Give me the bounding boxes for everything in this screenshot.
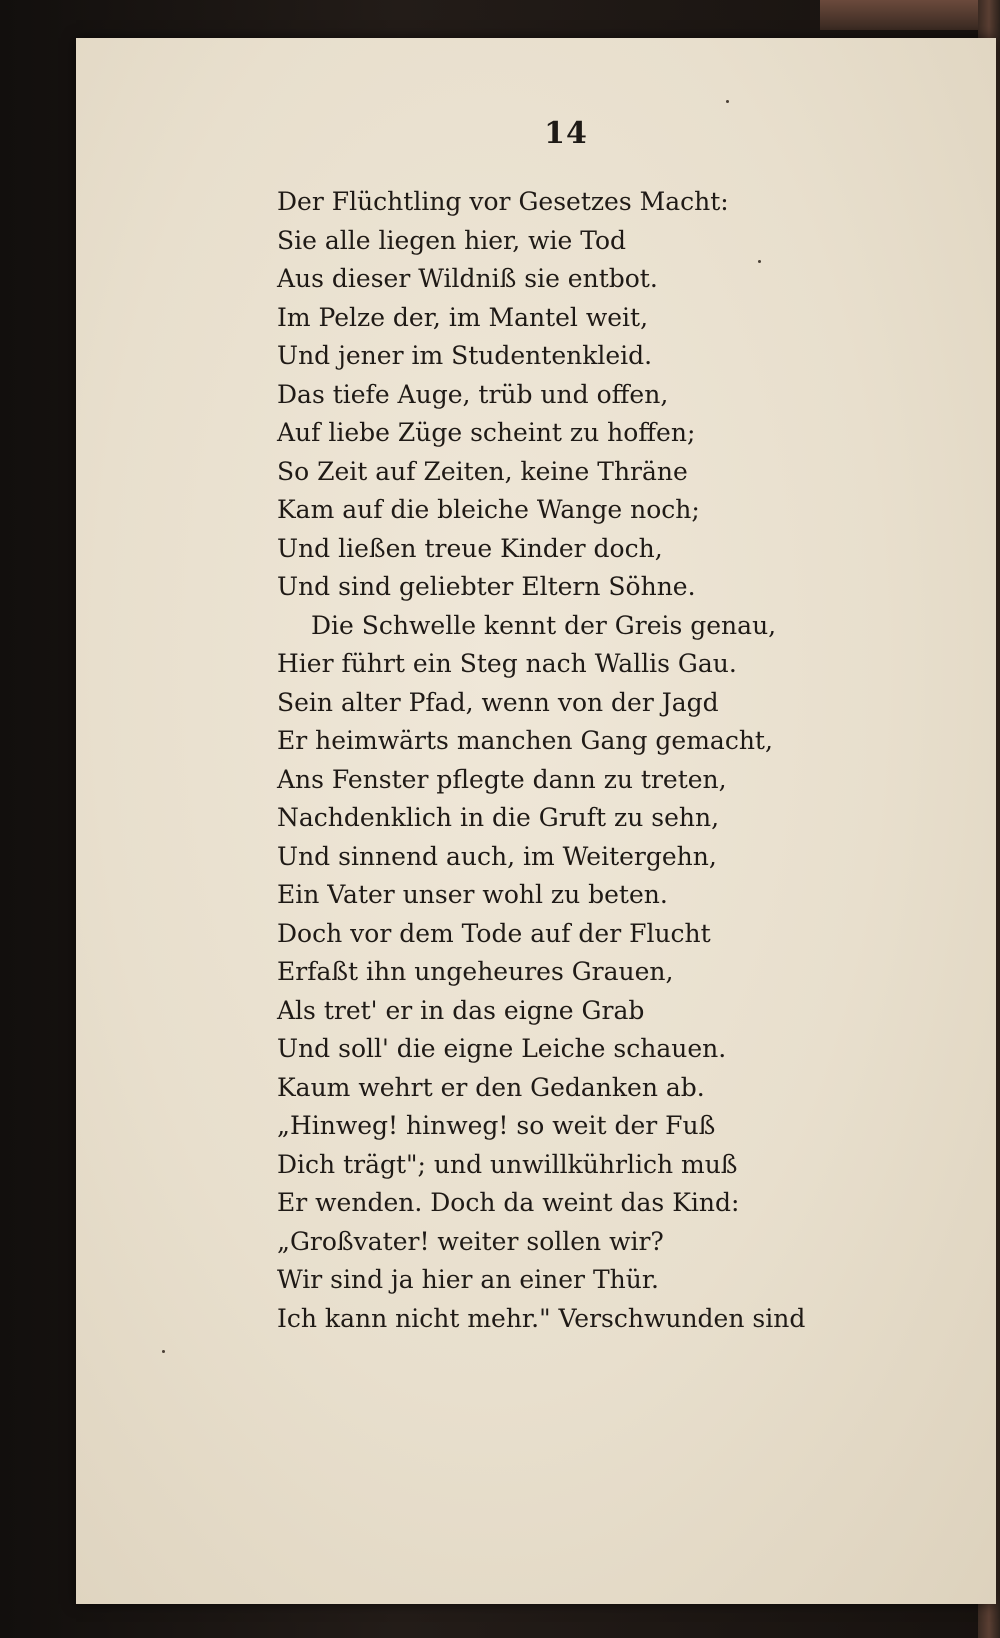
poem-line: Kaum wehrt er den Gedanken ab. xyxy=(277,1072,705,1102)
poem-line: Sein alter Pfad, wenn von der Jagd xyxy=(277,687,719,717)
book-cover-edge-top xyxy=(820,0,1000,30)
poem-line: Und ließen treue Kinder doch, xyxy=(277,533,663,563)
poem-line: Sie alle liegen hier, wie Tod xyxy=(277,225,627,255)
poem-line: Er heimwärts manchen Gang gemacht, xyxy=(277,726,773,755)
poem-line: Ans Fenster pflegte dann zu treten, xyxy=(277,764,727,794)
poem-line: Und jener im Studentenkleid. xyxy=(277,341,653,370)
poem-line: Der Flüchtling vor Gesetzes Macht: xyxy=(277,187,729,216)
poem-line: Auf liebe Züge scheint zu hoffen; xyxy=(277,418,696,447)
poem-line: Und soll' die eigne Leiche schauen. xyxy=(277,1034,727,1063)
poem-line: Das tiefe Auge, trüb und offen, xyxy=(277,379,669,409)
poem-line: Als tret' er in das eigne Grab xyxy=(277,995,645,1025)
poem-line: Die Schwelle kennt der Greis genau, xyxy=(311,610,777,640)
poem-line: Hier führt ein Steg nach Wallis Gau. xyxy=(277,649,737,678)
poem-line: Dich trägt"; und unwillkührlich muß xyxy=(277,1149,738,1179)
poem-line: Nachdenklich in die Gruft zu sehn, xyxy=(277,803,720,832)
poem-line: „Großvater! weiter sollen wir? xyxy=(277,1226,664,1256)
poem-line: Im Pelze der, im Mantel weit, xyxy=(277,302,649,332)
poem-line: Ein Vater unser wohl zu beten. xyxy=(277,880,668,909)
poem-text xyxy=(277,183,837,1338)
poem-line: Kam auf die bleiche Wange noch; xyxy=(277,495,700,524)
poem-line: Ich kann nicht mehr." Verschwunden sind xyxy=(277,1303,806,1333)
poem-line: Aus dieser Wildniß sie entbot. xyxy=(277,264,658,293)
page-number: 14 xyxy=(544,116,588,151)
poem-line: Doch vor dem Tode auf der Flucht xyxy=(277,918,711,948)
poem-line: So Zeit auf Zeiten, keine Thräne xyxy=(277,456,688,486)
poem-line: Wir sind ja hier an einer Thür. xyxy=(277,1265,659,1294)
poem-line: Erfaßt ihn ungeheures Grauen, xyxy=(277,957,674,986)
poem-line: „Hinweg! hinweg! so weit der Fuß xyxy=(277,1111,716,1140)
poem-line: Und sinnend auch, im Weitergehn, xyxy=(277,841,717,871)
ink-speck xyxy=(726,100,729,103)
poem-line: Er wenden. Doch da weint das Kind: xyxy=(277,1188,740,1217)
poem-line: Und sind geliebter Eltern Söhne. xyxy=(277,572,696,601)
ink-speck xyxy=(162,1350,165,1353)
